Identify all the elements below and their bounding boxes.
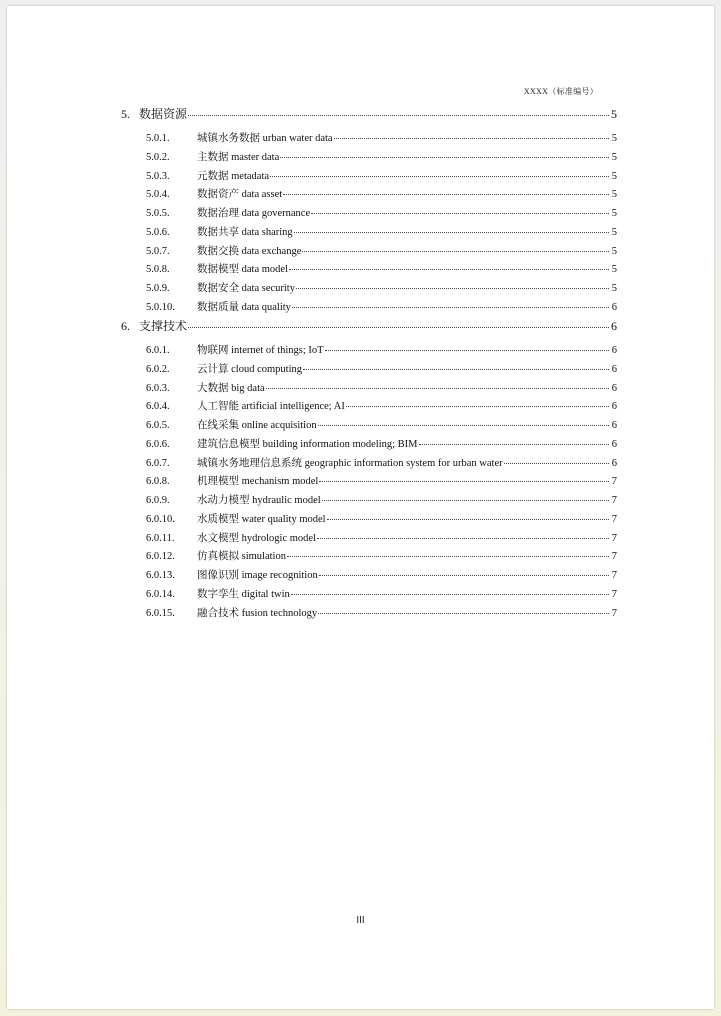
toc-entry[interactable] <box>146 149 617 163</box>
toc-page-number: 6 <box>611 363 617 375</box>
toc-page-number: 7 <box>611 607 617 619</box>
toc-entry[interactable] <box>146 168 617 182</box>
document-page <box>7 6 714 1009</box>
toc-entry[interactable] <box>146 205 617 219</box>
toc-entry[interactable] <box>146 436 617 450</box>
page-number: III <box>356 915 365 926</box>
toc-page-number: 7 <box>611 532 617 544</box>
toc-entry-number: 5.0.10. <box>146 301 175 313</box>
toc-page-number: 6 <box>611 382 617 394</box>
toc-page-number: 5 <box>611 226 617 238</box>
toc-entry-number: 6.0.9. <box>146 495 170 506</box>
dot-leader <box>188 111 609 116</box>
dot-leader <box>346 402 609 407</box>
toc-entry[interactable] <box>146 130 617 144</box>
toc-entry-number: 5.0.6. <box>146 226 170 238</box>
toc-entry-title: 数据模型 data model <box>197 264 288 276</box>
dot-leader <box>318 421 609 426</box>
toc-page-number: 7 <box>611 513 617 525</box>
toc-entry-title: 图像识别 image recognition <box>197 570 318 581</box>
dot-leader <box>319 477 609 482</box>
toc-entry-title: 人工智能 artificial intelligence; AI <box>197 401 345 413</box>
toc-entry-number: 5.0.9. <box>146 283 170 294</box>
dot-leader <box>327 515 609 520</box>
toc-chapter[interactable] <box>121 317 617 331</box>
toc-entry-title: 数据共享 data sharing <box>197 226 293 238</box>
standard-number: XXXX（标准编号） <box>523 87 598 96</box>
toc-page-number: 6 <box>611 420 617 431</box>
toc-page-number: 6 <box>611 457 617 469</box>
toc-entry-title: 元数据 metadata <box>197 170 270 182</box>
toc-entry[interactable] <box>146 280 617 294</box>
toc-entry-number: 6.0.8. <box>146 476 170 488</box>
dot-leader <box>303 365 609 370</box>
dot-leader <box>280 153 609 158</box>
toc-entry[interactable] <box>146 492 617 506</box>
toc-entry-number: 5.0.5. <box>146 208 170 219</box>
toc-chapter-number: 6. <box>121 319 130 331</box>
toc-page-number: 5 <box>611 208 617 219</box>
toc-entry-title: 城镇水务数据 urban water data <box>197 133 333 144</box>
toc-entry-number: 6.0.1. <box>146 345 170 356</box>
toc-page-number: 5 <box>611 133 617 144</box>
toc-page-number: 5 <box>611 107 617 119</box>
toc-entry-number: 5.0.8. <box>146 264 170 276</box>
toc-entry-title: 主数据 master data <box>197 151 280 163</box>
toc-entry-number: 6.0.7. <box>146 457 170 469</box>
dot-leader <box>296 284 609 289</box>
dot-leader <box>302 247 609 252</box>
toc-entry-title: 机理模型 mechanism model <box>197 476 319 488</box>
toc-entry[interactable] <box>146 224 617 238</box>
toc-entry[interactable] <box>146 361 617 375</box>
dot-leader <box>291 590 609 595</box>
dot-leader <box>283 190 609 195</box>
toc-entry-number: 5.0.2. <box>146 151 170 163</box>
toc-entry-number: 6.0.11. <box>146 532 175 544</box>
dot-leader <box>334 134 609 139</box>
toc-entry-title: 大数据 big data <box>197 382 265 394</box>
toc-entry-number: 5.0.1. <box>146 133 170 144</box>
toc-entry[interactable] <box>146 473 617 487</box>
toc-entry-number: 6.0.15. <box>146 607 175 619</box>
dot-leader <box>294 228 609 233</box>
dot-leader <box>270 172 609 177</box>
dot-leader <box>289 265 609 270</box>
toc-page-number: 6 <box>611 401 617 413</box>
toc-chapter[interactable] <box>121 105 617 119</box>
toc-entry-number: 6.0.3. <box>146 382 170 394</box>
toc-entry-title: 物联网 internet of things; IoT <box>197 345 324 356</box>
toc-entry-title: 数字孪生 digital twin <box>197 588 290 600</box>
toc-page-number: 5 <box>611 170 617 182</box>
toc-page-number: 6 <box>611 345 617 356</box>
toc-entry[interactable] <box>146 243 617 257</box>
toc-entry-number: 5.0.4. <box>146 189 170 201</box>
toc-page-number: 7 <box>611 551 617 563</box>
toc-entry-number: 6.0.10. <box>146 513 175 525</box>
toc-entry-number: 6.0.13. <box>146 570 175 581</box>
toc-entry-number: 6.0.5. <box>146 420 170 431</box>
toc-entry[interactable] <box>146 548 617 562</box>
toc-entry-number: 5.0.7. <box>146 245 170 257</box>
toc-entry-title: 在线采集 online acquisition <box>197 420 317 431</box>
toc-page-number: 7 <box>611 570 617 581</box>
toc-chapter-title: 数据资源 <box>139 107 188 119</box>
toc-entry[interactable] <box>146 530 617 544</box>
toc-entry-number: 6.0.6. <box>146 438 170 450</box>
toc-entry[interactable] <box>146 380 617 394</box>
dot-leader <box>504 459 609 464</box>
toc-entry[interactable] <box>146 342 617 356</box>
toc-entry[interactable] <box>146 398 617 412</box>
dot-leader <box>318 609 609 614</box>
toc-entry-title: 水动力模型 hydraulic model <box>197 495 321 506</box>
toc-entry[interactable] <box>146 455 617 469</box>
toc-entry[interactable] <box>146 511 617 525</box>
toc-page-number: 5 <box>611 245 617 257</box>
dot-leader <box>292 303 609 308</box>
toc-entry-number: 6.0.14. <box>146 588 175 600</box>
dot-leader <box>266 384 609 389</box>
toc-entry-number: 6.0.2. <box>146 363 170 375</box>
toc-page-number: 5 <box>611 264 617 276</box>
toc-page-number: 5 <box>611 189 617 201</box>
toc-page-number: 7 <box>611 495 617 506</box>
dot-leader <box>287 552 609 557</box>
dot-leader <box>311 209 609 214</box>
toc-entry-title: 仿真模拟 simulation <box>197 551 286 563</box>
toc-entry-title: 融合技术 fusion technology <box>197 607 318 619</box>
toc-chapter-number: 5. <box>121 107 130 119</box>
toc-entry[interactable] <box>146 586 617 600</box>
toc-entry-title: 数据交换 data exchange <box>197 245 302 257</box>
toc-page-number: 6 <box>611 319 617 331</box>
dot-leader <box>325 346 609 351</box>
toc-page-number: 5 <box>611 283 617 294</box>
toc-page-number: 6 <box>611 301 617 313</box>
toc-entry-number: 6.0.4. <box>146 401 170 413</box>
toc-entry-title: 数据资产 data asset <box>197 189 283 201</box>
toc-page-number: 7 <box>611 476 617 488</box>
toc-entry[interactable] <box>146 186 617 200</box>
toc-page-number: 6 <box>611 438 617 450</box>
toc-entry-title: 水质模型 water quality model <box>197 513 326 525</box>
toc-entry-title: 城镇水务地理信息系统 geographic information system for urban water <box>197 457 503 469</box>
toc-entry[interactable] <box>146 417 617 431</box>
dot-leader <box>319 571 609 576</box>
toc-page-number: 7 <box>611 588 617 600</box>
toc-entry[interactable] <box>146 299 617 313</box>
toc-chapter-title: 支撑技术 <box>139 319 188 331</box>
toc-entry-number: 5.0.3. <box>146 170 170 182</box>
toc-entry-title: 建筑信息模型 building information modeling; BIM <box>197 438 418 450</box>
toc-entry-title: 数据质量 data quality <box>197 301 291 313</box>
toc-entry-title: 云计算 cloud computing <box>197 363 302 375</box>
dot-leader <box>419 440 610 445</box>
toc-entry-title: 数据安全 data security <box>197 283 295 294</box>
toc-page-number: 5 <box>611 151 617 163</box>
toc-entry-title: 数据治理 data governance <box>197 208 311 219</box>
toc-entry[interactable] <box>146 261 617 275</box>
toc-entry-title: 水文模型 hydrologic model <box>197 532 316 544</box>
toc-entry[interactable] <box>146 567 617 581</box>
dot-leader <box>317 534 609 539</box>
toc-entry[interactable] <box>146 605 617 619</box>
dot-leader <box>188 323 609 328</box>
dot-leader <box>322 496 609 501</box>
toc-entry-number: 6.0.12. <box>146 551 175 563</box>
